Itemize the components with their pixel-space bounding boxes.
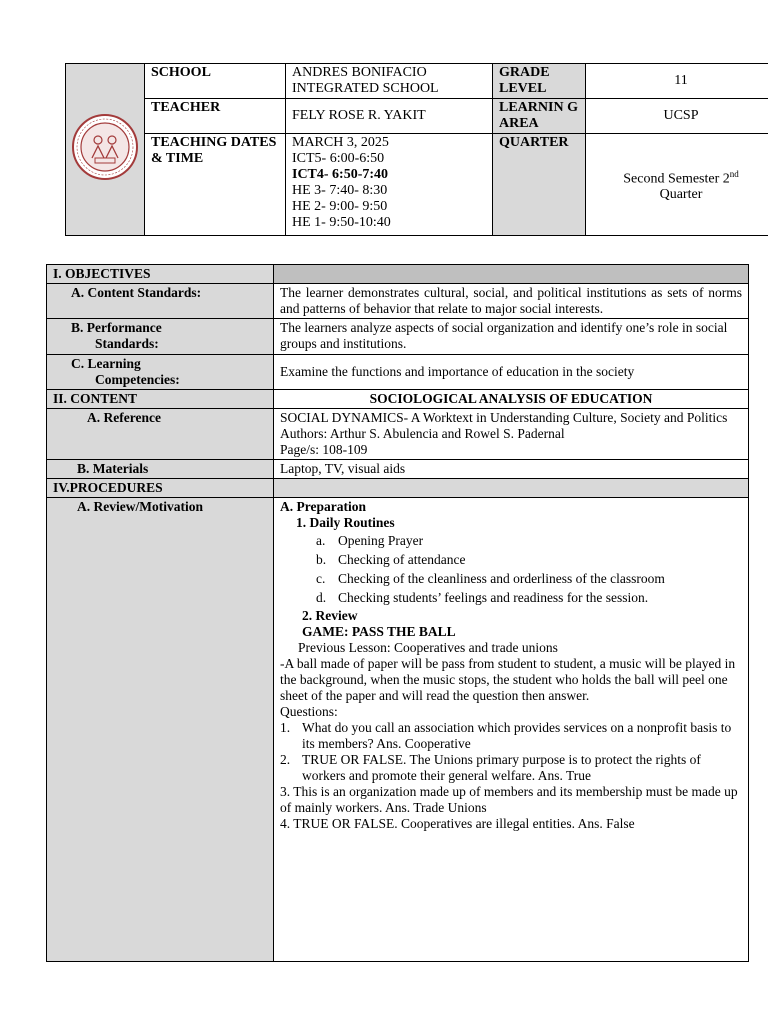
questions-label: Questions: <box>280 704 338 719</box>
quarter-value <box>586 134 768 236</box>
materials-text: Laptop, TV, visual aids <box>274 460 749 479</box>
performance-label-a: B. Performance <box>71 320 162 335</box>
objectives-bar <box>274 265 749 284</box>
objectives-heading: I. OBJECTIVES <box>47 265 274 284</box>
reference-line: Page/s: 108-109 <box>280 442 368 457</box>
list-item: d. Checking students’ feelings and readiness for the session. <box>316 590 649 605</box>
reference-label: A. Reference <box>47 409 274 460</box>
materials-label: B. Materials <box>47 460 274 479</box>
area-label: LEARNIN G AREA <box>493 99 586 134</box>
routines-heading: 1. Daily Routines <box>296 515 395 530</box>
question-item: 4. TRUE OR FALSE. Cooperatives are illegal entities. Ans. False <box>280 816 635 831</box>
quarter-sup: nd <box>729 168 739 179</box>
review-label: A. Review/Motivation <box>47 498 274 962</box>
date-line: ICT4- 6:50-7:40 <box>292 167 389 182</box>
teacher-label: TEACHER <box>145 99 286 134</box>
content-title: SOCIOLOGICAL ANALYSIS OF EDUCATION <box>274 390 749 409</box>
dates-value <box>286 134 493 236</box>
performance-label-b: Standards: <box>95 336 159 351</box>
school-value: ANDRES BONIFACIO INTEGRATED SCHOOL <box>286 64 493 99</box>
date-line: HE 1- 9:50-10:40 <box>292 215 391 230</box>
content-standards-text: The learner demonstrates cultural, social, and political institutions as sets of norms and patterns of behavior that relate to major social interests. <box>274 284 749 319</box>
header-table <box>65 63 768 236</box>
question-item: 2. TRUE OR FALSE. The Unions primary purpose is to protect the rights of workers and promote their general welfare. Ans. True <box>280 752 701 783</box>
competencies-label <box>47 355 274 390</box>
list-item: c. Checking of the cleanliness and orderliness of the classroom <box>316 571 665 586</box>
content-standards-label: A. Content Standards: <box>47 284 274 319</box>
game-instructions: -A ball made of paper will be pass from student to student, a music will be played in the background, when the music stops, the student who holds the ball will peel one sheet of the paper and will read the question then answer. <box>280 656 736 703</box>
date-line: MARCH 3, 2025 <box>292 135 389 150</box>
procedures-bar <box>274 479 749 498</box>
quarter-label: QUARTER <box>493 134 586 236</box>
logo-cell <box>66 64 145 236</box>
content-heading: II. CONTENT <box>47 390 274 409</box>
grade-value: 11 <box>586 64 768 99</box>
review-heading: 2. Review <box>302 608 358 623</box>
grade-label: GRADE LEVEL <box>493 64 586 99</box>
reference-text <box>274 409 749 460</box>
school-label: SCHOOL <box>145 64 286 99</box>
competencies-label-a: C. Learning <box>71 356 141 371</box>
game-title: GAME: PASS THE BALL <box>302 624 456 639</box>
date-line: HE 3- 7:40- 8:30 <box>292 183 388 198</box>
reference-line: Authors: Arthur S. Abulencia and Rowel S. Padernal <box>280 426 565 441</box>
area-value: UCSP <box>586 99 768 134</box>
school-seal-icon <box>70 112 140 182</box>
question-item: 1. What do you call an association which provides services on a nonprofit basis to its members? Ans. Cooperative <box>280 720 732 751</box>
competencies-text: Examine the functions and importance of education in the society <box>274 355 749 390</box>
quarter-text: Second Semester 2 <box>623 171 730 187</box>
lesson-plan-table <box>46 264 749 962</box>
previous-lesson: Previous Lesson: Cooperatives and trade unions <box>298 640 558 655</box>
competencies-label-b: Competencies: <box>95 372 180 387</box>
preparation-heading: A. Preparation <box>280 499 366 514</box>
reference-line: SOCIAL DYNAMICS- A Worktext in Understanding Culture, Society and Politics <box>280 410 728 425</box>
list-item: a. Opening Prayer <box>316 533 424 548</box>
procedures-heading: IV.PROCEDURES <box>47 479 274 498</box>
teacher-value: FELY ROSE R. YAKIT <box>286 99 493 134</box>
question-item: 3. This is an organization made up of members and its membership must be made up of mainly workers. Ans. Trade Unions <box>280 784 738 815</box>
performance-text: The learners analyze aspects of social organization and identify one’s role in social groups and institutions. <box>274 319 749 355</box>
procedures-content <box>274 498 749 962</box>
date-line: ICT5- 6:00-6:50 <box>292 151 385 166</box>
dates-label: TEACHING DATES & TIME <box>145 134 286 236</box>
list-item: b. Checking of attendance <box>316 552 466 567</box>
performance-label <box>47 319 274 355</box>
quarter-text-b: Quarter <box>659 187 703 203</box>
date-line: HE 2- 9:00- 9:50 <box>292 199 388 214</box>
